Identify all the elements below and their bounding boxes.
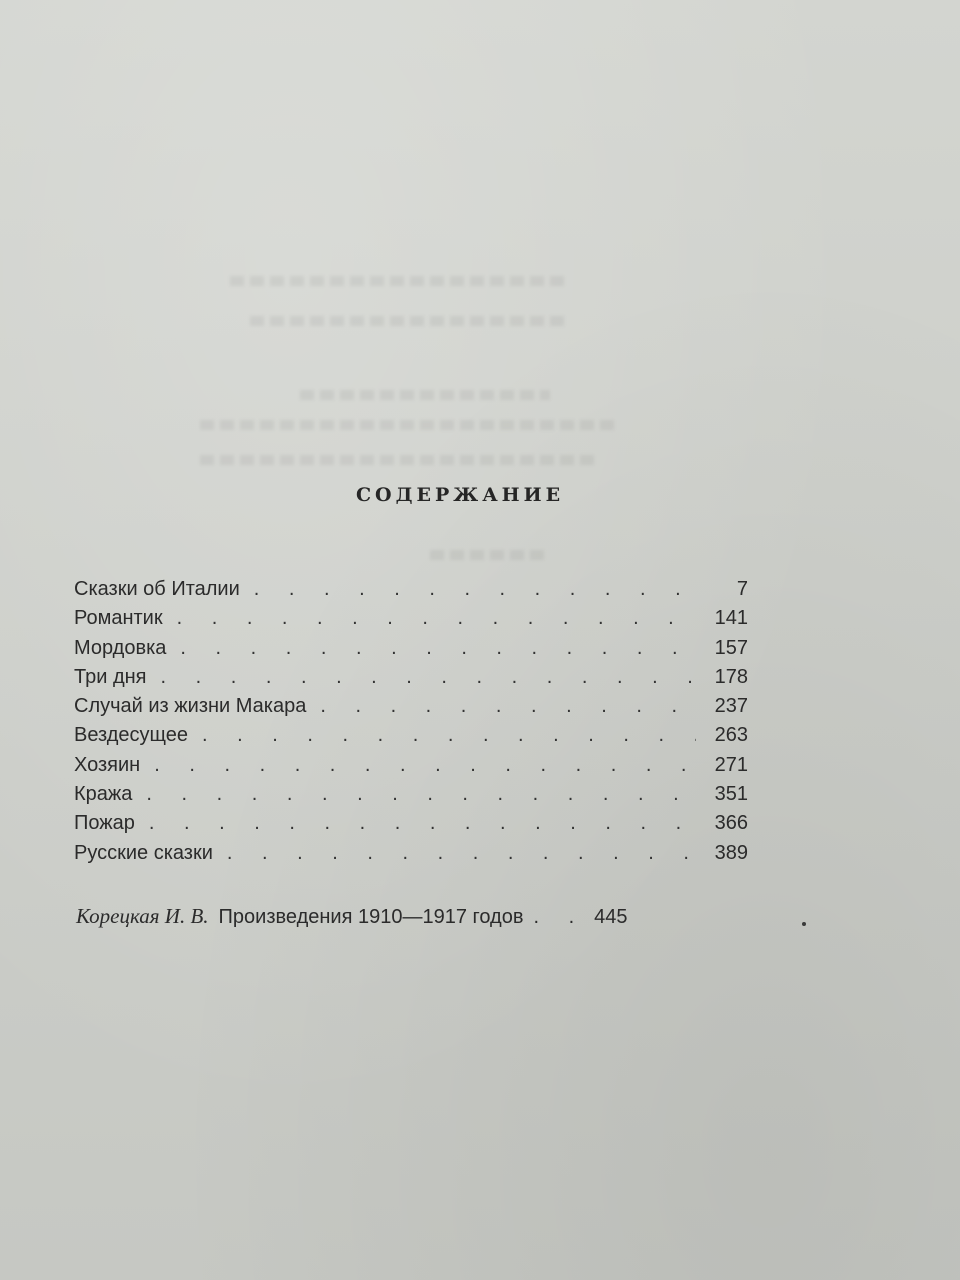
toc-entry-page: 263: [714, 724, 748, 747]
toc-entry-title: Сказки об Италии: [74, 578, 240, 600]
dot-leader: [146, 783, 696, 806]
toc-entry: [74, 842, 748, 871]
page-title: СОДЕРЖАНИЕ: [355, 484, 565, 506]
toc-entry-page: 141: [714, 607, 748, 630]
toc-entry: [74, 666, 748, 695]
toc-entry-page: 178: [714, 665, 748, 688]
toc-entry-title: Вездесущее: [74, 724, 189, 747]
show-through-line: [230, 276, 570, 286]
afterword-entry: [76, 904, 736, 929]
dot-leader: [154, 754, 696, 777]
toc-entry-title: Хозяин: [74, 753, 141, 776]
toc-entry-title: Романтик: [74, 607, 163, 630]
toc-entry-title: Пожар: [74, 812, 135, 835]
toc-entry: [74, 607, 748, 636]
show-through-line: [250, 316, 570, 326]
toc-entry: [74, 812, 748, 841]
dot-leader: [202, 724, 696, 747]
dot-leader: [177, 607, 696, 630]
afterword-author: Корецкая И. В.: [76, 904, 209, 928]
toc-entry: [74, 695, 748, 724]
toc-entry-page: 389: [714, 841, 748, 864]
dot-leader: [161, 666, 697, 689]
show-through-line: [430, 550, 550, 560]
toc-entry-title: Случай из жизни Макара: [74, 695, 307, 718]
toc-entry-title: Мордовка: [74, 636, 167, 659]
paper-speck: [802, 922, 806, 926]
show-through-line: [200, 420, 620, 430]
toc-entry-page: 366: [714, 812, 748, 835]
afterword-title: Произведения 1910—1917 годов: [218, 906, 524, 928]
afterword-page: 445: [594, 906, 628, 928]
toc-entry-page: 351: [714, 783, 748, 806]
toc-entry: [74, 783, 748, 812]
toc-entry: [74, 578, 748, 607]
dot-leader: [180, 637, 696, 660]
dot-leader: [533, 906, 586, 929]
toc-entry-page: 157: [714, 636, 748, 659]
show-through-line: [300, 390, 550, 400]
dot-leader: [227, 842, 696, 865]
dot-leader: [320, 695, 696, 718]
table-of-contents: [74, 578, 748, 871]
toc-entry-title: Кража: [74, 783, 133, 806]
show-through-line: [200, 455, 600, 465]
toc-entry-page: 237: [714, 695, 748, 718]
dot-leader: [254, 578, 696, 601]
toc-entry-page: 271: [714, 753, 748, 776]
dot-leader: [149, 812, 696, 835]
toc-entry-title: Три дня: [74, 665, 147, 688]
toc-entry-page: 7: [736, 578, 748, 600]
toc-entry: [74, 637, 748, 666]
toc-entry: [74, 724, 748, 753]
toc-entry: [74, 754, 748, 783]
toc-entry-title: Русские сказки: [74, 841, 213, 864]
